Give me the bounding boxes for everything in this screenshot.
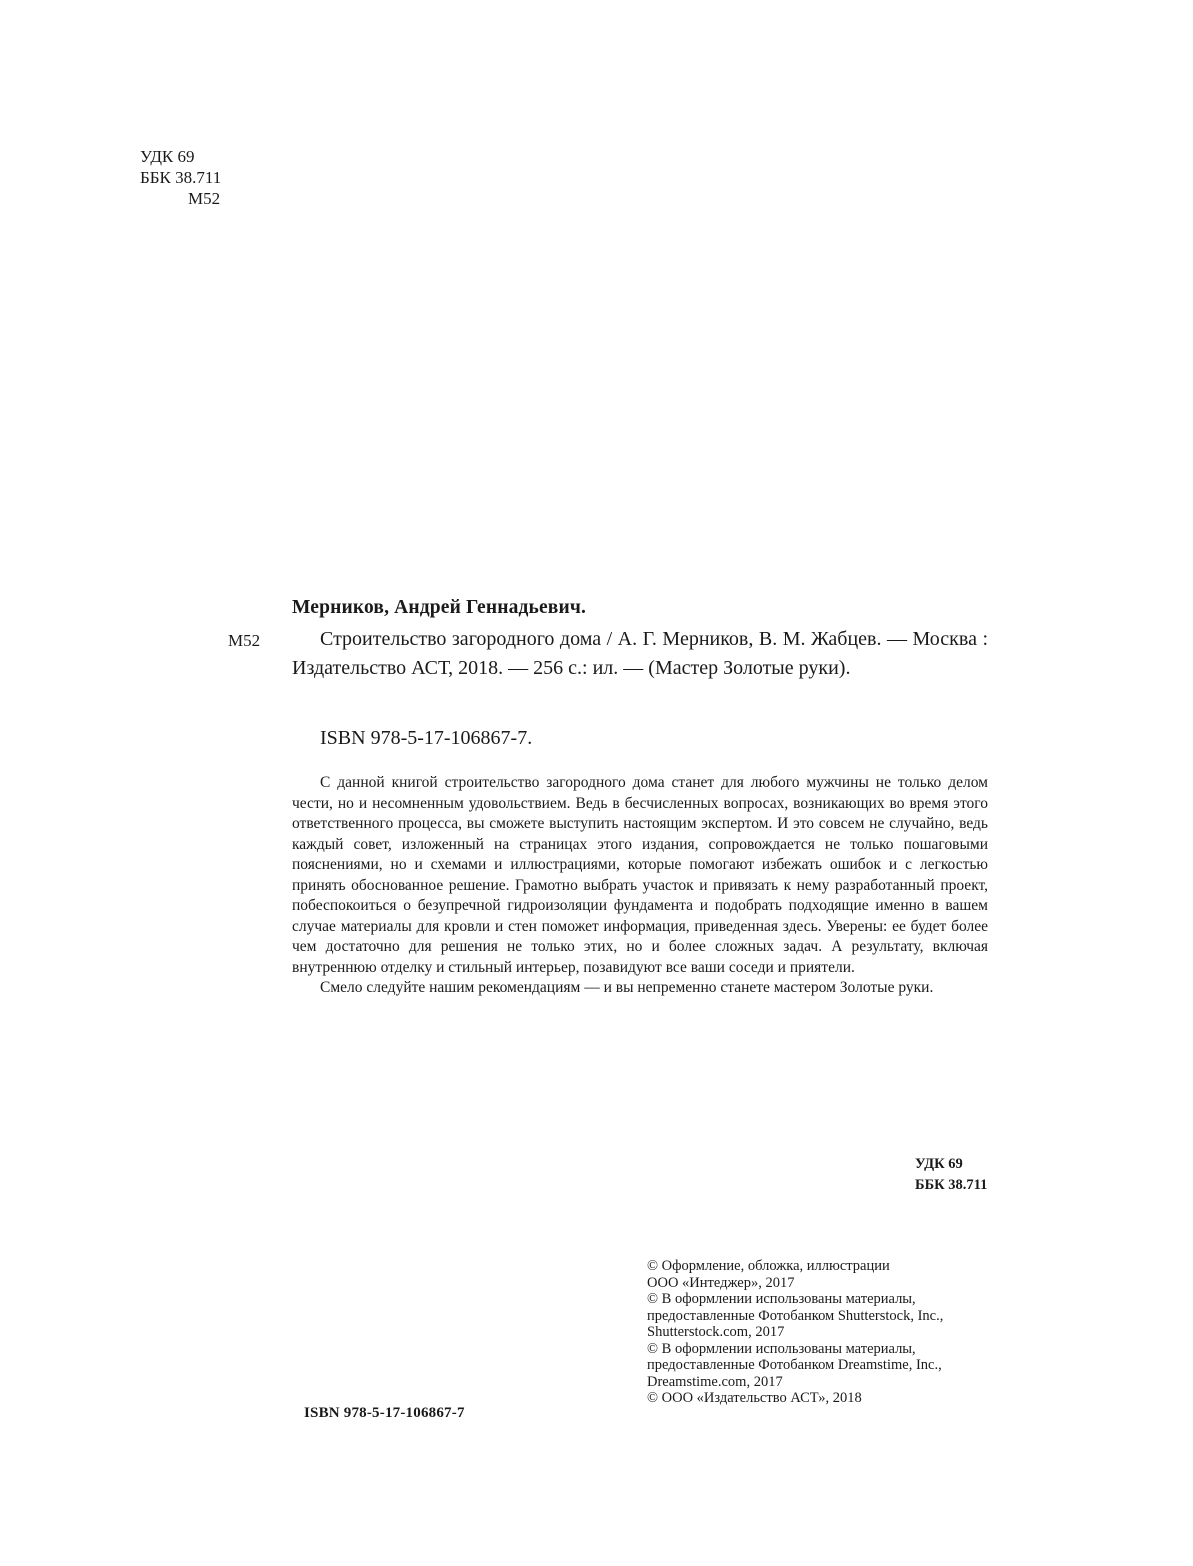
copyright-notice: © ООО «Издательство АСТ», 2018: [647, 1390, 862, 1406]
top-bbk-code: ББК 38.711: [140, 168, 222, 187]
author-heading: Мерников, Андрей Геннадьевич.: [292, 597, 587, 618]
author-mark: М52: [228, 631, 261, 650]
copyright-notice: © Оформление, обложка, иллюстрации ООО «Интеджер», 2017: [647, 1258, 890, 1291]
top-author-mark: М52: [188, 189, 221, 208]
annotation: [292, 773, 988, 999]
bottom-classification-codes: [915, 1154, 987, 1196]
annotation-paragraph-2: Смело следуйте нашим рекомендациям — и вы непременно станете мастером Золотые руки.: [320, 979, 934, 996]
isbn-record: ISBN 978-5-17-106867-7.: [320, 727, 533, 749]
copyright-notice: © В оформлении использованы материалы, предоставленные Фотобанком Dreamstime, Inc., Dreamstime.com, 2017: [647, 1340, 942, 1390]
copyright-notice: © В оформлении использованы материалы, предоставленные Фотобанком Shutterstock, Inc., Shutterstock.com, 2017: [647, 1291, 944, 1340]
bottom-udk-code: УДК 69: [915, 1156, 963, 1172]
copyright-notices: [647, 1258, 993, 1407]
top-udk-code: УДК 69: [140, 147, 195, 166]
bibliographic-description: Строительство загородного дома / А. Г. Мерников, В. М. Жабцев. — Москва : Издательство АСТ, 2018. — 256 с.: ил. — (Мастер Золотые руки).: [292, 628, 988, 679]
top-classification-codes: [140, 146, 221, 209]
bottom-bbk-code: ББК 38.711: [915, 1177, 988, 1193]
isbn-bottom: ISBN 978-5-17-106867-7: [304, 1405, 465, 1421]
annotation-paragraph-1: С данной книгой строительство загородного дома станет для любого мужчины не только делом чести, но и несомненным удовольствием. Ведь в бесчисленных вопросах, возникающих во время этого ответственного процесса, вы сможете выступить настоящим экспертом. И это совсем не случайно, ведь каждый совет, изложенный на страницах этого издания, сопровождается не только пошаговыми пояснениями, но и схемами и иллюстрациями, которые помогают избежать ошибок и с легкостью принять обоснованное решение. Грамотно выбрать участок и привязать к нему разработанный проект, побеспокоиться о безупречной гидроизоляции фундамента и подобрать подходящие именно в вашем случае материалы для кровли и стен поможет информация, приведенная здесь. Уверены: ее будет более чем достаточно для решения не только этих, но и более сложных задач. А результату, включая внутреннюю отделку и стильный интерьер, позавидуют все ваши соседи и приятели.: [292, 774, 988, 976]
